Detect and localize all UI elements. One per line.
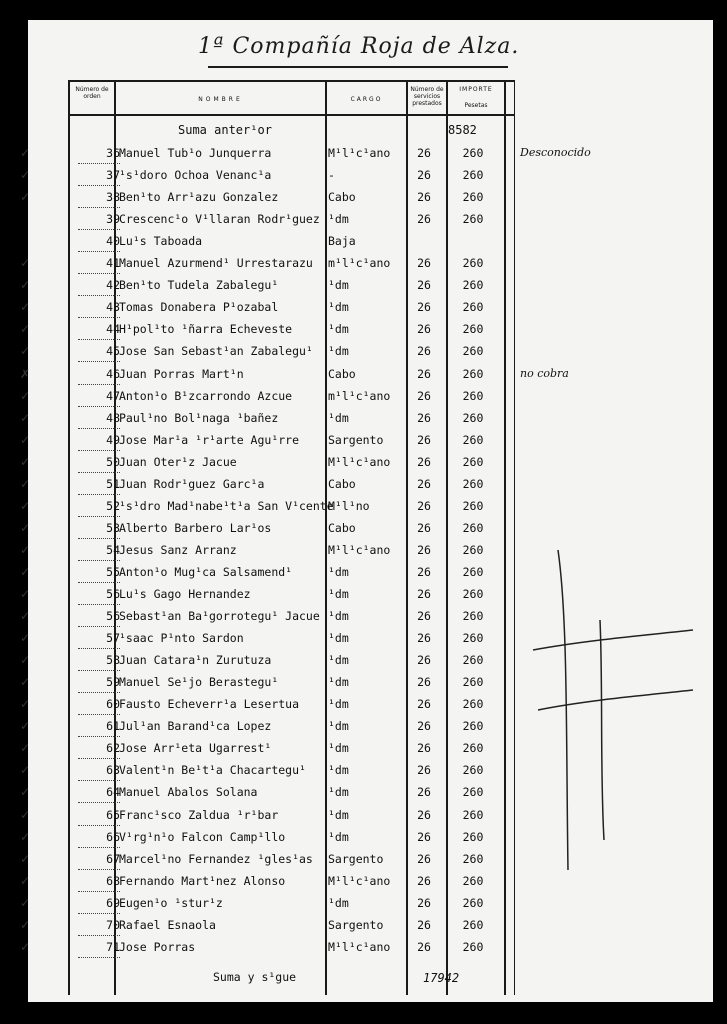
row-dotted-leader [78,494,120,495]
table-row [20,388,713,411]
row-check-mark: ✓ [20,807,31,822]
table-row [28,212,713,234]
row-check-mark: ✓ [20,917,31,932]
header-nombre: NOMBRE [198,96,243,103]
row-cargo: Cabo [328,520,356,535]
row-importe: 260 [462,873,484,888]
row-check-mark: ✓ [20,697,31,712]
row-number: 66 [106,829,120,844]
row-cargo: ¹dm [328,278,349,293]
suma-sigue-label: Suma y s¹gue [213,970,297,984]
row-number: 67 [106,851,120,866]
row-number: 42 [106,278,120,293]
header-importe: IMPORTE [459,86,493,93]
row-cargo: ¹dm [328,564,349,579]
row-servicios: 26 [417,212,431,227]
row-number: 40 [106,234,120,249]
row-importe: 260 [462,631,484,646]
row-importe: 260 [462,476,484,491]
row-importe: 260 [462,388,484,403]
suma-anterior-value: 8582 [448,123,477,137]
row-importe: 260 [462,917,484,932]
row-check-mark: ✓ [20,873,31,888]
row-check-mark: ✓ [20,741,31,756]
row-servicios: 26 [417,785,431,800]
row-dotted-leader [78,626,120,627]
row-number: 61 [106,719,120,734]
row-importe: 260 [462,256,484,271]
row-dotted-leader [78,229,120,230]
row-number: 65 [106,807,120,822]
row-servicios: 26 [417,146,431,160]
row-cargo: ¹dm [328,631,349,646]
row-importe: 260 [462,322,484,337]
row-servicios: 26 [417,564,431,579]
row-importe: 260 [462,212,484,227]
row-servicios: 26 [417,520,431,535]
row-dotted-leader [78,516,120,517]
row-name: ¹s¹doro Ochoa Venanc¹a [119,168,272,183]
row-name: Ben¹to Tudela Zabalegu¹ [119,278,279,293]
row-importe: 260 [462,939,484,954]
row-name: ¹saac P¹nto Sardon [119,631,244,646]
row-importe: 260 [462,785,484,800]
row-dotted-leader [78,560,120,561]
row-name: Crescenc¹o V¹llaran Rodr¹guez [119,212,320,227]
row-dotted-leader [78,648,120,649]
row-dotted-leader [78,869,120,870]
header-cargo: CARGO [350,96,383,103]
row-check-mark: ✓ [20,432,31,447]
row-number: 60 [106,697,120,712]
row-servicios: 26 [417,895,431,910]
row-check-mark: ✓ [20,542,31,557]
row-note: Desconocido [520,146,591,159]
row-cargo: Cabo [328,476,356,491]
row-number: 47 [106,388,120,403]
table-row [20,432,713,455]
row-cargo: Sargento [328,851,384,866]
row-name: Manuel Se¹jo Berastegu¹ [119,675,279,690]
row-servicios: 26 [417,609,431,624]
row-dotted-leader [78,472,120,473]
row-name: Sebast¹an Ba¹gorrotegu¹ Jacue [119,609,320,624]
row-servicios: 26 [417,388,431,403]
row-number: 57 [106,631,120,646]
row-servicios: 26 [417,168,431,183]
row-servicios: 26 [417,829,431,844]
page-title: 1ª Compañía Roja de Alza. [198,34,520,59]
row-number: 58 [106,653,120,668]
row-servicios: 26 [417,851,431,866]
row-cargo: M¹l¹no [328,498,370,513]
row-importe: 260 [462,719,484,734]
row-importe: 260 [462,278,484,293]
row-cargo: Cabo [328,190,356,205]
row-name: Fausto Echeverr¹a Lesertua [119,697,300,712]
row-servicios: 26 [417,653,431,668]
row-servicios: 26 [417,344,431,359]
row-check-mark: ✓ [20,939,31,954]
row-number: 52 [106,498,120,513]
row-importe: 260 [462,675,484,690]
row-importe: 260 [462,587,484,601]
row-dotted-leader [78,802,120,803]
row-cargo: - [328,168,335,183]
row-dotted-leader [78,714,120,715]
row-number: 71 [106,939,120,954]
row-number: 38 [106,190,120,205]
row-number: 53 [106,520,120,535]
table-row [20,256,713,278]
row-check-mark: ✓ [20,410,31,425]
header-bottom-border [68,114,515,116]
row-name: Juan Rodr¹guez Garc¹a [119,476,265,491]
row-dotted-leader [78,670,120,671]
row-servicios: 26 [417,719,431,734]
row-dotted-leader [78,428,120,429]
row-cargo: Cabo [328,366,356,381]
row-cargo: ¹dm [328,719,349,734]
row-check-mark: ✓ [20,146,31,160]
row-servicios: 26 [417,410,431,425]
row-check-mark: ✓ [20,653,31,668]
row-cargo: ¹dm [328,895,349,910]
table-row [20,498,713,521]
row-dotted-leader [78,604,120,605]
row-name: Juan Catara¹n Zurutuza [119,653,272,668]
row-number: 49 [106,432,120,447]
row-cargo: ¹dm [328,697,349,712]
row-dotted-leader [78,957,120,958]
row-number: 62 [106,741,120,756]
row-dotted-leader [78,339,120,340]
row-check-mark: ✓ [20,763,31,778]
table-row [20,939,713,962]
row-servicios: 26 [417,631,431,646]
table-row [20,895,713,918]
row-importe: 260 [462,344,484,359]
row-servicios: 26 [417,476,431,491]
row-importe: 260 [462,300,484,315]
header-servicios: Número de servicios prestados [410,86,444,107]
row-number: 45 [106,344,120,359]
row-check-mark: ✓ [20,454,31,469]
row-importe: 260 [462,653,484,668]
row-cargo: ¹dm [328,587,349,601]
row-dotted-leader [78,317,120,318]
row-importe: 260 [462,432,484,447]
row-importe: 260 [462,520,484,535]
row-number: 56 [106,609,120,624]
table-row [20,190,713,212]
row-cargo: Baja [328,234,356,249]
table-row [20,366,713,389]
row-number: 46 [106,366,120,381]
row-cargo: M¹l¹c¹ano [328,146,391,160]
row-importe: 260 [462,168,484,183]
row-number: 37 [106,168,120,183]
row-number: 68 [106,873,120,888]
row-cargo: ¹dm [328,609,349,624]
row-dotted-leader [78,163,120,164]
row-dotted-leader [78,780,120,781]
row-name: Eugen¹o ¹stur¹z [119,895,223,910]
row-cargo: Sargento [328,432,384,447]
row-importe: 260 [462,741,484,756]
row-importe: 260 [462,851,484,866]
row-cargo: m¹l¹c¹ano [328,256,391,271]
row-dotted-leader [78,450,120,451]
row-servicios: 26 [417,498,431,513]
row-number: 69 [106,895,120,910]
row-name: Juan Oter¹z Jacue [119,454,237,469]
row-cargo: Sargento [328,917,384,932]
row-check-mark: ✓ [20,851,31,866]
row-dotted-leader [78,251,120,252]
row-name: Anton¹o B¹zcarrondo Azcue [119,388,293,403]
row-servicios: 26 [417,587,431,601]
row-number: 55 [106,564,120,579]
row-name: H¹pol¹to ¹ñarra Echeveste [119,322,293,337]
row-dotted-leader [78,361,120,362]
row-dotted-leader [78,913,120,914]
row-dotted-leader [78,736,120,737]
row-importe: 260 [462,146,484,160]
row-name: Rafael Esnaola [119,917,216,932]
row-servicios: 26 [417,542,431,557]
row-name: Jose Arr¹eta Ugarrest¹ [119,741,272,756]
row-dotted-leader [78,935,120,936]
row-check-mark: ✓ [20,895,31,910]
row-name: Juan Porras Mart¹n [119,366,244,381]
row-check-mark: ✓ [20,675,31,690]
row-name: Jose Porras [119,939,196,954]
row-dotted-leader [78,891,120,892]
row-servicios: 26 [417,807,431,822]
row-number: 51 [106,476,120,491]
row-importe: 260 [462,807,484,822]
row-name: Ben¹to Arr¹azu Gonzalez [119,190,279,205]
row-servicios: 26 [417,763,431,778]
table-row [28,234,713,256]
row-check-mark: ✓ [20,587,31,601]
row-cargo: ¹dm [328,675,349,690]
row-number: 44 [106,322,120,337]
row-name: Jul¹an Barand¹ca Lopez [119,719,272,734]
row-dotted-leader [78,185,120,186]
row-check-mark: ✓ [20,785,31,800]
row-cargo: ¹dm [328,322,349,337]
row-cargo: ¹dm [328,653,349,668]
row-servicios: 26 [417,432,431,447]
row-cargo: ¹dm [328,344,349,359]
row-number: 43 [106,300,120,315]
title-underline [208,66,508,68]
row-check-mark: ✓ [20,300,31,315]
row-importe: 260 [462,609,484,624]
row-name: Paul¹no Bol¹naga ¹bañez [119,410,279,425]
row-dotted-leader [78,582,120,583]
row-number: 54 [106,542,120,557]
row-importe: 260 [462,829,484,844]
row-name: Tomas Donabera P¹ozabal [119,300,279,315]
row-cargo: m¹l¹c¹ano [328,388,391,403]
row-check-mark: ✓ [20,168,31,183]
row-name: V¹rg¹n¹o Falcon Camp¹llo [119,829,286,844]
row-check-mark: ✓ [20,829,31,844]
row-dotted-leader [78,406,120,407]
table-row [20,168,713,190]
row-number: 39 [106,212,120,227]
row-number: 41 [106,256,120,271]
row-name: Valent¹n Be¹t¹a Chacartegu¹ [119,763,306,778]
row-dotted-leader [78,692,120,693]
row-name: Manuel Abalos Solana [119,785,258,800]
row-check-mark: ✓ [20,190,31,205]
row-name: Manuel Tub¹o Junquerra [119,146,272,160]
table-row [20,917,713,940]
row-servicios: 26 [417,190,431,205]
row-number: 63 [106,763,120,778]
row-number: 50 [106,454,120,469]
row-number: 56 [106,587,120,601]
row-cargo: ¹dm [328,741,349,756]
row-servicios: 26 [417,741,431,756]
suma-anterior-label: Suma anter¹or [178,123,272,137]
row-number: 36 [106,146,120,160]
row-note: no cobra [520,366,569,380]
row-name: Lu¹s Taboada [119,234,203,249]
row-servicios: 26 [417,366,431,381]
row-check-mark: ✓ [20,520,31,535]
row-importe: 260 [462,366,484,381]
table-row [20,322,713,344]
row-dotted-leader [78,207,120,208]
row-check-mark: ✓ [20,564,31,579]
row-check-mark: ✓ [20,388,31,403]
row-importe: 260 [462,190,484,205]
table-row [20,454,713,477]
row-dotted-leader [78,825,120,826]
row-name: Jesus Sanz Arranz [119,542,237,557]
row-name: ¹s¹dro Mad¹nabe¹t¹a San V¹cente [119,498,334,513]
row-number: 64 [106,785,120,800]
row-number: 70 [106,917,120,932]
row-check-mark: ✓ [20,256,31,271]
row-check-mark: ✓ [20,322,31,337]
table-row [20,344,713,366]
row-cargo: ¹dm [328,212,349,227]
row-name: Fernando Mart¹nez Alonso [119,873,286,888]
row-importe: 260 [462,564,484,579]
header-numero: Número de orden [75,86,109,100]
row-cargo: ¹dm [328,807,349,822]
row-dotted-leader [78,758,120,759]
row-servicios: 26 [417,939,431,954]
row-name: Jose Mar¹a ¹r¹arte Agu¹rre [119,432,300,447]
row-check-mark: ✓ [20,344,31,359]
row-importe: 260 [462,542,484,557]
suma-sigue-value: 17942 [423,971,460,985]
row-dotted-leader [78,295,120,296]
row-check-mark: ✓ [20,609,31,624]
row-name: Jose San Sebast¹an Zabalegu¹ [119,344,313,359]
row-check-mark: ✓ [20,498,31,513]
row-servicios: 26 [417,300,431,315]
row-check-mark: ✓ [20,278,31,293]
row-number: 59 [106,675,120,690]
row-name: Alberto Barbero Lar¹os [119,520,272,535]
row-cargo: ¹dm [328,785,349,800]
row-cargo: ¹dm [328,300,349,315]
table-row [20,300,713,322]
row-servicios: 26 [417,322,431,337]
row-servicios: 26 [417,278,431,293]
row-dotted-leader [78,273,120,274]
row-cargo: ¹dm [328,410,349,425]
row-servicios: 26 [417,675,431,690]
table-row [20,278,713,300]
row-check-mark: ✓ [20,476,31,491]
handwritten-cross-mark [528,540,698,880]
row-cargo: M¹l¹c¹ano [328,542,391,557]
row-servicios: 26 [417,873,431,888]
row-importe: 260 [462,697,484,712]
table-row [20,146,713,168]
table-row [20,410,713,433]
row-dotted-leader [78,384,120,385]
row-cargo: ¹dm [328,829,349,844]
row-dotted-leader [78,538,120,539]
row-cargo: M¹l¹c¹ano [328,454,391,469]
row-name: Anton¹o Mug¹ca Salsamend¹ [119,564,293,579]
row-importe: 260 [462,454,484,469]
row-name: Marcel¹no Fernandez ¹gles¹as [119,851,313,866]
row-servicios: 26 [417,256,431,271]
row-number: 48 [106,410,120,425]
row-importe: 260 [462,895,484,910]
row-cargo: ¹dm [328,763,349,778]
row-check-mark: ✗ [20,366,31,381]
row-cargo: M¹l¹c¹ano [328,939,391,954]
row-importe: 260 [462,410,484,425]
row-check-mark: ✓ [20,719,31,734]
row-check-mark: ✓ [20,631,31,646]
row-dotted-leader [78,847,120,848]
row-name: Lu¹s Gago Hernandez [119,587,251,601]
document-page [20,20,713,1002]
row-importe: 260 [462,498,484,513]
row-name: Manuel Azurmend¹ Urrestarazu [119,256,313,271]
row-cargo: M¹l¹c¹ano [328,873,391,888]
header-pesetas: Pesetas [464,102,488,109]
row-name: Franc¹sco Zaldua ¹r¹bar [119,807,279,822]
row-servicios: 26 [417,697,431,712]
table-top-border [68,80,515,82]
row-importe: 260 [462,763,484,778]
table-row [20,476,713,499]
row-servicios: 26 [417,917,431,932]
row-servicios: 26 [417,454,431,469]
